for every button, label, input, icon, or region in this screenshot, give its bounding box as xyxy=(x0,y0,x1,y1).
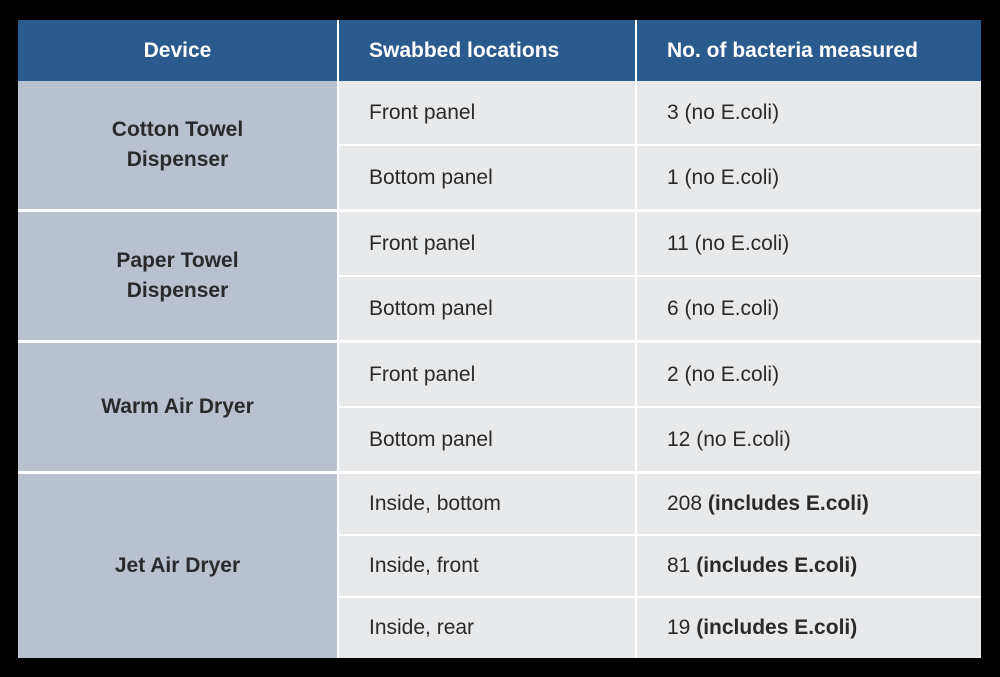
bacteria-table xyxy=(18,20,981,658)
count-note: (no E.coli) xyxy=(696,427,791,451)
count-cell xyxy=(636,597,981,658)
count-cell xyxy=(636,473,981,536)
count-note: (no E.coli) xyxy=(684,296,780,320)
count-value: 2 xyxy=(667,362,679,386)
count-cell xyxy=(636,535,981,597)
count-cell xyxy=(636,407,981,473)
location-cell: Front panel xyxy=(338,342,636,408)
count-note: (includes E.coli) xyxy=(696,616,858,639)
device-name-line: Dispenser xyxy=(126,148,229,171)
count-value: 12 xyxy=(667,427,691,451)
count-value: 6 xyxy=(667,296,679,320)
device-name-line: Paper Towel xyxy=(116,249,239,272)
table-row xyxy=(18,473,981,536)
header-device: Device xyxy=(18,20,338,81)
table-row xyxy=(18,211,981,277)
count-note: (includes E.coli) xyxy=(707,492,869,515)
count-note: (no E.coli) xyxy=(694,231,790,255)
count-note: (includes E.coli) xyxy=(696,554,858,577)
location-cell: Bottom panel xyxy=(338,276,636,342)
device-cell-cotton-towel xyxy=(18,81,338,211)
location-cell: Inside, front xyxy=(338,535,636,597)
device-name-line: Warm Air Dryer xyxy=(101,395,254,418)
location-cell: Inside, bottom xyxy=(338,473,636,536)
location-cell: Inside, rear xyxy=(338,597,636,658)
header-swabbed-locations: Swabbed locations xyxy=(338,20,636,81)
device-cell-jet-air-dryer xyxy=(18,473,338,659)
count-value: 19 xyxy=(667,616,691,639)
count-note: (no E.coli) xyxy=(684,165,780,189)
count-cell xyxy=(636,342,981,408)
header-bacteria-count: No. of bacteria measured xyxy=(636,20,981,81)
device-name-line: Dispenser xyxy=(126,279,229,302)
count-cell xyxy=(636,276,981,342)
count-cell xyxy=(636,81,981,145)
count-note: (no E.coli) xyxy=(684,100,780,124)
device-cell-warm-air-dryer xyxy=(18,342,338,473)
count-note: (no E.coli) xyxy=(684,362,780,386)
count-cell xyxy=(636,145,981,211)
table-row xyxy=(18,342,981,408)
count-value: 81 xyxy=(667,554,691,577)
count-value: 1 xyxy=(667,165,679,189)
device-name-line: Jet Air Dryer xyxy=(114,554,241,577)
table-row xyxy=(18,81,981,145)
count-cell xyxy=(636,211,981,277)
location-cell: Bottom panel xyxy=(338,407,636,473)
device-name-line: Cotton Towel xyxy=(111,118,244,141)
device-cell-paper-towel xyxy=(18,211,338,342)
location-cell: Bottom panel xyxy=(338,145,636,211)
location-cell: Front panel xyxy=(338,81,636,145)
count-value: 11 xyxy=(667,231,689,255)
header-row xyxy=(18,20,981,81)
count-value: 208 xyxy=(667,492,703,515)
location-cell: Front panel xyxy=(338,211,636,277)
count-value: 3 xyxy=(667,100,679,124)
